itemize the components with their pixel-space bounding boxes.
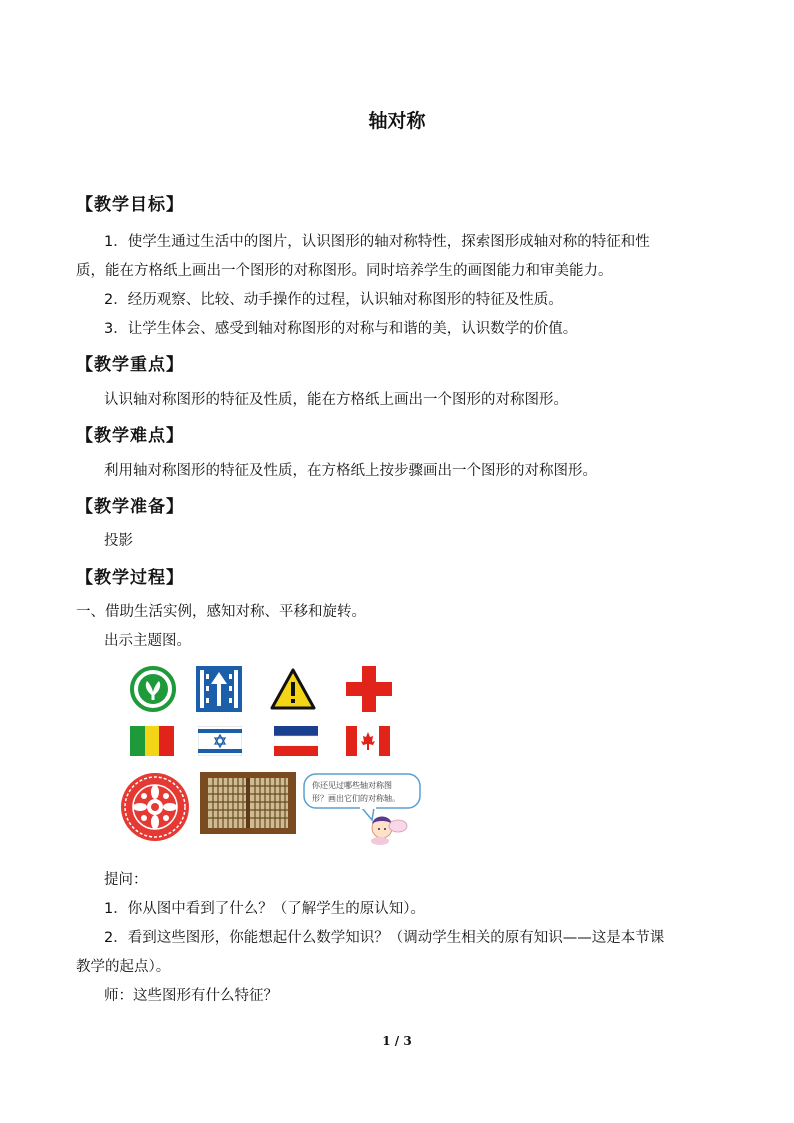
- goal-1-line-1: 1．使学生通过生活中的图片，认识图形的轴对称特性，探索图形成轴对称的特征和性: [104, 234, 650, 250]
- israel-flag-icon: [198, 726, 242, 756]
- section-heading-key: 【教学重点】: [76, 355, 184, 375]
- wooden-lattice-window-icon: [200, 772, 296, 834]
- section-heading-process: 【教学过程】: [76, 568, 184, 588]
- speech-bubble-with-angel: [302, 770, 426, 846]
- question-1: 1．你从图中看到了什么？（了解学生的原认知）。: [104, 901, 425, 917]
- section-heading-difficulty: 【教学难点】: [76, 426, 184, 446]
- goal-2: 2．经历观察、比较、动手操作的过程，认识轴对称图形的特征及性质。: [104, 292, 563, 308]
- page-number: 1 / 3: [382, 1034, 412, 1048]
- process-show: 出示主题图。: [104, 633, 191, 649]
- page-title: 轴对称: [368, 110, 426, 132]
- section-heading-prep: 【教学准备】: [76, 497, 184, 517]
- bubble-line-1: 你还见过哪些轴对称图: [312, 781, 392, 790]
- red-cross-icon: [346, 666, 392, 712]
- process-step-1: 一、借助生活实例，感知对称、平移和旋转。: [76, 604, 366, 620]
- question-2-line-2: 教学的起点）。: [76, 959, 171, 975]
- theme-figure: [118, 664, 428, 844]
- warning-sign-icon: [270, 668, 316, 710]
- goal-1-line-2: 质，能在方格纸上画出一个图形的对称图形。同时培养学生的画图能力和审美能力。: [76, 263, 613, 279]
- difficulty-text: 利用轴对称图形的特征及性质，在方格纸上按步骤画出一个图形的对称图形。: [104, 463, 597, 479]
- mali-flag-icon: [130, 726, 174, 756]
- canada-flag-icon: [346, 726, 390, 756]
- paper-cut-rosette-icon: [120, 772, 190, 842]
- section-heading-goals: 【教学目标】: [76, 195, 184, 215]
- bubble-line-2: 形？画出它们的对称轴。: [312, 794, 400, 803]
- question-2-line-1: 2．看到这些图形，你能想起什么数学知识？（调动学生相关的原有知识——这是本节课: [104, 930, 665, 946]
- tricolor-horizontal-flag-icon: [274, 726, 318, 756]
- process-ask: 提问：: [104, 872, 148, 888]
- goal-3: 3．让学生体会、感受到轴对称图形的对称与和谐的美，认识数学的价值。: [104, 321, 578, 337]
- key-text: 认识轴对称图形的特征及性质，能在方格纸上画出一个图形的对称图形。: [104, 392, 568, 408]
- recycle-leaf-icon: [130, 666, 176, 712]
- teacher-question: 师：这些图形有什么特征？: [104, 988, 278, 1004]
- prep-text: 投影: [104, 533, 133, 549]
- one-way-road-sign-icon: [196, 666, 242, 712]
